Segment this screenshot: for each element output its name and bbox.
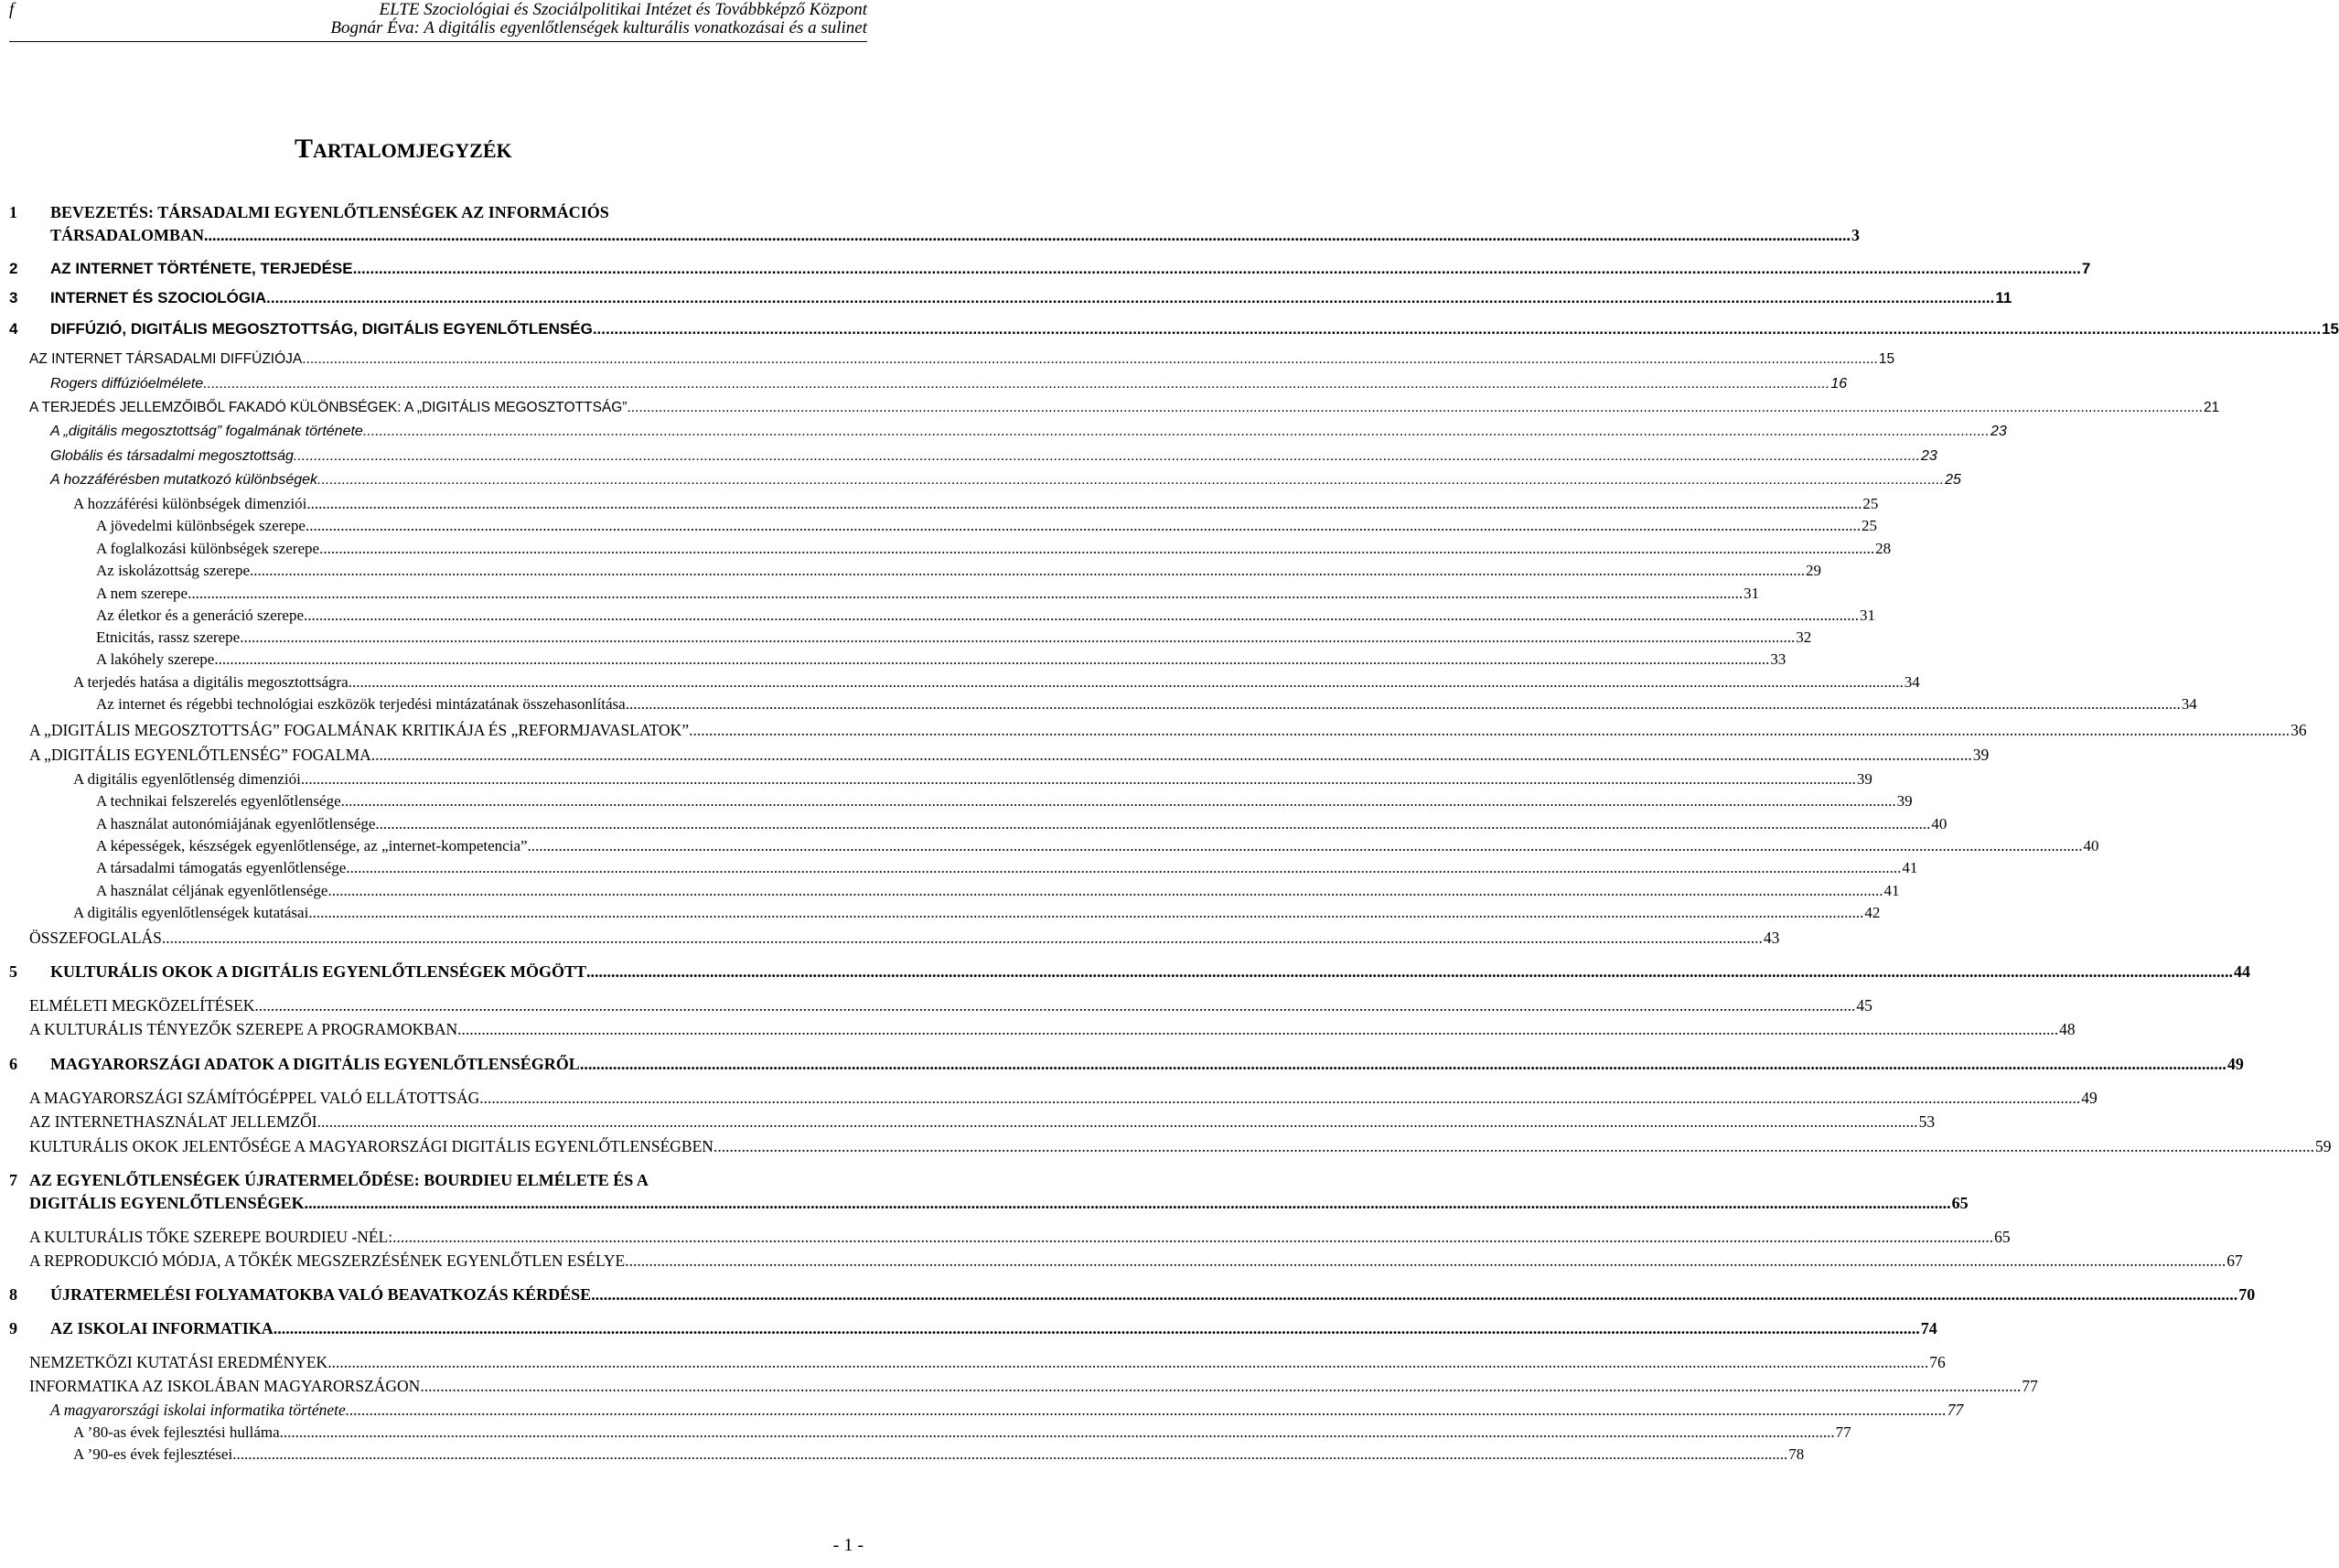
- header-mark: f: [9, 0, 15, 19]
- toc-entry-title: INFORMATIKA AZ ISKOLÁBAN MAGYARORSZÁGON: [29, 1377, 421, 1395]
- toc-entry[interactable]: [0, 1353, 1946, 1375]
- toc-entry[interactable]: [0, 962, 2250, 984]
- toc-entry-title: DIFFÚZIÓ, DIGITÁLIS MEGOSZTOTTSÁG, DIGITÁLIS EGYENLŐTLENSÉG: [50, 320, 593, 338]
- toc-entry-title: A terjedés hatása a digitális megosztottságra: [73, 673, 349, 691]
- toc-entry-title: AZ INTERNET TÖRTÉNETE, TERJEDÉSE: [50, 260, 353, 277]
- toc-entry-page: 25: [1861, 517, 1877, 534]
- toc-entry-page: 25: [1945, 472, 1961, 488]
- toc-dot-leader: ................................................................................................................................................................................................................................................................................................................................................................................................................: [392, 1228, 1994, 1246]
- toc-entry[interactable]: [0, 628, 1812, 650]
- toc-entry[interactable]: [0, 650, 1786, 672]
- toc-entry-number: 7: [9, 1171, 17, 1189]
- toc-title: TARTALOMJEGYZÉK: [295, 134, 512, 164]
- toc-dot-leader: ................................................................................................................................................................................................................................................................................................................................................................................................................: [375, 815, 1931, 832]
- toc-entry[interactable]: [0, 448, 1937, 470]
- toc-entry-title: A TERJEDÉS JELLEMZŐIBŐL FAKADÓ KÜLÖNBSÉGEK: A „DIGITÁLIS MEGOSZTOTTSÁG”: [29, 400, 628, 415]
- toc-entry[interactable]: [0, 815, 1947, 837]
- toc-entry[interactable]: [0, 1112, 1936, 1134]
- toc-entry-title: TÁRSADALOMBAN: [50, 226, 205, 244]
- toc-entry-title: A jövedelmi különbségek szerepe: [96, 517, 306, 534]
- toc-entry[interactable]: [0, 607, 1876, 628]
- toc-entry[interactable]: [0, 882, 1900, 904]
- toc-dot-leader: ................................................................................................................................................................................................................................................................................................................................................................................................................: [306, 495, 1862, 512]
- page-number: - 1 -: [832, 1535, 864, 1555]
- toc-entry[interactable]: [0, 1377, 2038, 1399]
- toc-entry[interactable]: [0, 400, 2220, 422]
- toc-dot-leader: ................................................................................................................................................................................................................................................................................................................................................................................................................: [304, 1194, 1951, 1212]
- toc-dot-leader: ................................................................................................................................................................................................................................................................................................................................................................................................................: [689, 721, 2291, 739]
- toc-entry-page: 23: [1990, 424, 2007, 439]
- toc-entry-page: 39: [1972, 746, 1990, 764]
- toc-entry-title: Etnicitás, rassz szerepe: [96, 628, 241, 646]
- toc-entry-number: 2: [9, 260, 18, 277]
- toc-entry-page: 34: [1904, 673, 1920, 691]
- toc-dot-leader: ................................................................................................................................................................................................................................................................................................................................................................................................................: [713, 1137, 2314, 1155]
- toc-entry-title: A technikai felszerelés egyenlőtlensége: [96, 792, 341, 810]
- toc-dot-leader: ................................................................................................................................................................................................................................................................................................................................................................................................................: [232, 1445, 1788, 1463]
- toc-dot-leader: ................................................................................................................................................................................................................................................................................................................................................................................................................: [327, 882, 1883, 899]
- toc-dot-leader: ................................................................................................................................................................................................................................................................................................................................................................................................................: [319, 540, 1875, 557]
- toc-entry-title: A hozzáférésben mutatkozó különbségek: [50, 472, 318, 488]
- toc-entry-page: 43: [1763, 929, 1780, 947]
- toc-dot-leader: ................................................................................................................................................................................................................................................................................................................................................................................................................: [348, 673, 1904, 691]
- toc-entry[interactable]: [0, 472, 1961, 494]
- toc-entry-page: 11: [1995, 289, 2012, 306]
- toc-dot-leader: ................................................................................................................................................................................................................................................................................................................................................................................................................: [527, 837, 2083, 854]
- toc-entry[interactable]: [0, 376, 1848, 398]
- toc-entry[interactable]: [0, 424, 2007, 446]
- toc-entry-page: 41: [1902, 859, 1918, 876]
- toc-entry[interactable]: [0, 495, 1879, 517]
- toc-entry[interactable]: [0, 770, 1872, 792]
- toc-entry-title: A lakóhely szerepe: [96, 650, 215, 668]
- toc-dot-leader: ................................................................................................................................................................................................................................................................................................................................................................................................................: [240, 628, 1796, 646]
- toc-entry[interactable]: [0, 1445, 1805, 1467]
- toc-entry-title: A hozzáférési különbségek dimenziói: [73, 495, 307, 512]
- toc-entry-title: A KULTURÁLIS TŐKE SZEREPE BOURDIEU -NÉL:: [29, 1228, 393, 1246]
- toc-entry-title: A ’80-as évek fejlesztési hulláma: [73, 1423, 280, 1441]
- toc-entry[interactable]: [0, 904, 1881, 926]
- toc-entry-title: Rogers diffúzióelmélete: [50, 376, 204, 392]
- toc-entry[interactable]: [0, 1171, 878, 1193]
- toc-entry-page: 15: [2322, 320, 2339, 338]
- toc-entry-page: 36: [2291, 721, 2307, 739]
- toc-entry-page: 33: [1770, 650, 1786, 668]
- toc-entry-page: 40: [2083, 837, 2099, 854]
- toc-entry[interactable]: [0, 1285, 2256, 1307]
- toc-dot-leader: ................................................................................................................................................................................................................................................................................................................................................................................................................: [346, 859, 1902, 876]
- toc-dot-leader: ................................................................................................................................................................................................................................................................................................................................................................................................................: [317, 472, 1945, 488]
- toc-dot-leader: ................................................................................................................................................................................................................................................................................................................................................................................................................: [591, 1285, 2238, 1304]
- toc-entry-number: 5: [9, 962, 17, 981]
- toc-dot-leader: ................................................................................................................................................................................................................................................................................................................................................................................................................: [317, 1112, 1918, 1131]
- toc-entry-page: 28: [1875, 540, 1892, 557]
- toc-entry-page: 39: [1856, 770, 1872, 788]
- toc-entry-page: 42: [1864, 904, 1881, 921]
- toc-entry[interactable]: [0, 562, 1822, 584]
- toc-dot-leader: ................................................................................................................................................................................................................................................................................................................................................................................................................: [420, 1377, 2022, 1395]
- toc-entry-page: 23: [1921, 448, 1937, 464]
- toc-dot-leader: ................................................................................................................................................................................................................................................................................................................................................................................................................: [362, 424, 1990, 439]
- toc-entry[interactable]: [0, 695, 2197, 717]
- toc-dot-leader: ................................................................................................................................................................................................................................................................................................................................................................................................................: [625, 695, 2181, 713]
- toc-dot-leader: ................................................................................................................................................................................................................................................................................................................................................................................................................: [340, 792, 1896, 810]
- toc-entry[interactable]: [0, 226, 1861, 248]
- toc-entry-page: 16: [1830, 376, 1848, 392]
- toc-dot-leader: ................................................................................................................................................................................................................................................................................................................................................................................................................: [300, 770, 1856, 788]
- toc-dot-leader: ................................................................................................................................................................................................................................................................................................................................................................................................................: [161, 929, 1763, 947]
- toc-entry[interactable]: [0, 929, 1780, 950]
- toc-entry-title: MAGYARORSZÁGI ADATOK A DIGITÁLIS EGYENLŐTLENSÉGRŐL: [50, 1055, 580, 1073]
- toc-entry-title: A nem szerepe: [96, 585, 188, 602]
- toc-entry-number: 8: [9, 1285, 17, 1304]
- toc-entry-page: 78: [1788, 1445, 1805, 1463]
- toc-dot-leader: ................................................................................................................................................................................................................................................................................................................................................................................................................: [273, 1319, 1920, 1337]
- toc-entry-title: AZ EGYENLŐTLENSÉGEK ÚJRATERMELŐDÉSE: BOURDIEU ELMÉLETE ÉS A: [29, 1171, 649, 1189]
- header-rule: [9, 41, 867, 42]
- toc-entry-title: A használat céljának egyenlőtlensége: [96, 882, 328, 899]
- toc-dot-leader: ................................................................................................................................................................................................................................................................................................................................................................................................................: [627, 400, 2204, 415]
- toc-entry-page: 49: [2226, 1055, 2244, 1073]
- toc-entry[interactable]: [0, 792, 1913, 814]
- toc-entry-title: Az életkor és a generáció szerepe: [96, 607, 305, 624]
- toc-entry[interactable]: [0, 260, 2091, 282]
- toc-entry-page: 45: [1856, 996, 1872, 1015]
- toc-dot-leader: ................................................................................................................................................................................................................................................................................................................................................................................................................: [345, 1401, 1947, 1419]
- toc-entry-title: INTERNET ÉS SZOCIOLÓGIA: [50, 289, 267, 306]
- toc-entry-title: A „digitális megosztottság” fogalmának története: [50, 424, 363, 439]
- toc-entry[interactable]: [0, 585, 1760, 607]
- toc-entry[interactable]: [0, 1423, 1851, 1445]
- toc-entry-title: A REPRODUKCIÓ MÓDJA, A TŐKÉK MEGSZERZÉSÉNEK EGYENLŐTLEN ESÉLYE: [29, 1251, 626, 1270]
- toc-entry-number: 4: [9, 320, 18, 338]
- toc-entry-title: A használat autonómiájának egyenlőtlensége: [96, 815, 376, 832]
- toc-entry[interactable]: [0, 1228, 2011, 1250]
- toc-entry-page: 76: [1929, 1353, 1946, 1371]
- toc-entry-title: A digitális egyenlőtlenségek kutatásai: [73, 904, 309, 921]
- toc-entry-title: DIGITÁLIS EGYENLŐTLENSÉGEK: [29, 1194, 305, 1212]
- toc-entry[interactable]: [0, 1194, 1969, 1216]
- toc-dot-leader: ................................................................................................................................................................................................................................................................................................................................................................................................................: [188, 585, 1744, 602]
- toc-entry-page: 77: [2022, 1377, 2038, 1395]
- toc-entry-page: 32: [1796, 628, 1812, 646]
- header-author-title: Bognár Éva: A digitális egyenlőtlenségek kulturális vonatkozásai és a sulinet: [330, 18, 867, 38]
- toc-entry[interactable]: [0, 1089, 2098, 1111]
- toc-entry-title: ELMÉLETI MEGKÖZELÍTÉSEK: [29, 996, 255, 1015]
- toc-entry[interactable]: [0, 203, 878, 225]
- page-header: [0, 0, 878, 48]
- toc-entry[interactable]: [0, 1137, 2332, 1159]
- toc-entry-title: AZ INTERNET TÁRSADALMI DIFFÚZIÓJA: [29, 351, 303, 367]
- toc-dot-leader: ................................................................................................................................................................................................................................................................................................................................................................................................................: [214, 650, 1770, 668]
- toc-dot-leader: ................................................................................................................................................................................................................................................................................................................................................................................................................: [457, 1020, 2059, 1038]
- toc-entry-page: 15: [1878, 351, 1895, 367]
- toc-entry-page: 40: [1931, 815, 1947, 832]
- toc-entry[interactable]: [0, 320, 2339, 342]
- toc-entry-title: A magyarországi iskolai informatika története: [50, 1401, 346, 1419]
- toc-entry-number: 9: [9, 1319, 17, 1337]
- toc-entry-title: Globális és társadalmi megosztottság: [50, 448, 294, 464]
- toc-entry-page: 34: [2181, 695, 2197, 713]
- toc-entry-page: 41: [1883, 882, 1900, 899]
- toc-entry[interactable]: [0, 996, 1872, 1018]
- toc-dot-leader: ................................................................................................................................................................................................................................................................................................................................................................................................................: [592, 320, 2322, 338]
- toc-dot-leader: ................................................................................................................................................................................................................................................................................................................................................................................................................: [304, 607, 1860, 624]
- toc-entry-title: NEMZETKÖZI KUTATÁSI EREDMÉNYEK: [29, 1353, 328, 1371]
- toc-entry[interactable]: [0, 289, 2012, 311]
- toc-entry-title: KULTURÁLIS OKOK A DIGITÁLIS EGYENLŐTLENSÉGEK MÖGÖTT: [50, 962, 586, 981]
- toc-entry-page: 65: [1994, 1228, 2011, 1246]
- toc-dot-leader: ................................................................................................................................................................................................................................................................................................................................................................................................................: [204, 226, 1851, 244]
- toc-entry-title: A MAGYARORSZÁGI SZÁMÍTÓGÉPPEL VALÓ ELLÁTOTTSÁG: [29, 1089, 480, 1107]
- toc-entry-page: 67: [2226, 1251, 2243, 1270]
- toc-entry-page: 21: [2204, 400, 2220, 415]
- toc-entry[interactable]: [0, 517, 1877, 539]
- toc-dot-leader: ................................................................................................................................................................................................................................................................................................................................................................................................................: [479, 1089, 2081, 1107]
- toc-entry-page: 65: [1951, 1194, 1969, 1212]
- toc-entry-page: 77: [1835, 1423, 1851, 1441]
- toc-dot-leader: ................................................................................................................................................................................................................................................................................................................................................................................................................: [579, 1055, 2226, 1073]
- toc-dot-leader: ................................................................................................................................................................................................................................................................................................................................................................................................................: [586, 962, 2233, 981]
- toc-dot-leader: ................................................................................................................................................................................................................................................................................................................................................................................................................: [254, 996, 1856, 1015]
- toc-entry-title: A képességek, készségek egyenlőtlensége, az „internet-kompetencia”: [96, 837, 528, 854]
- toc-dot-leader: ................................................................................................................................................................................................................................................................................................................................................................................................................: [308, 904, 1864, 921]
- toc-dot-leader: ................................................................................................................................................................................................................................................................................................................................................................................................................: [370, 746, 1972, 764]
- toc-entry-page: 44: [2234, 962, 2250, 981]
- toc-entry-title: ÖSSZEFOGLALÁS: [29, 929, 162, 947]
- toc-entry-title: BEVEZETÉS: TÁRSADALMI EGYENLŐTLENSÉGEK AZ INFORMÁCIÓS: [50, 203, 609, 221]
- toc-entry-page: 77: [1947, 1401, 1964, 1419]
- toc-entry-title: A KULTURÁLIS TÉNYEZŐK SZEREPE A PROGRAMOKBAN: [29, 1020, 458, 1038]
- toc-entry-page: 7: [2081, 260, 2091, 277]
- toc-entry-page: 29: [1806, 562, 1822, 579]
- toc-entry[interactable]: [0, 859, 1918, 881]
- toc-entry-page: 49: [2081, 1089, 2098, 1107]
- toc-dot-leader: ................................................................................................................................................................................................................................................................................................................................................................................................................: [203, 376, 1830, 392]
- toc-entry[interactable]: [0, 1055, 2244, 1077]
- toc-entry-title: Az internet és régebbi technológiai eszközök terjedési mintázatának összehasonlítása: [96, 695, 626, 713]
- toc-entry-page: 25: [1862, 495, 1879, 512]
- toc-entry[interactable]: [0, 721, 2307, 743]
- toc-entry-number: 1: [9, 203, 17, 221]
- toc-dot-leader: ................................................................................................................................................................................................................................................................................................................................................................................................................: [279, 1423, 1835, 1441]
- toc-entry[interactable]: [0, 351, 1895, 373]
- toc-entry-title: AZ ISKOLAI INFORMATIKA: [50, 1319, 274, 1337]
- toc-entry-title: A „DIGITÁLIS EGYENLŐTLENSÉG” FOGALMA: [29, 746, 371, 764]
- toc-entry-title: A „DIGITÁLIS MEGOSZTOTTSÁG” FOGALMÁNAK KRITIKÁJA ÉS „REFORMJAVASLATOK”: [29, 721, 690, 739]
- toc-dot-leader: ................................................................................................................................................................................................................................................................................................................................................................................................................: [625, 1251, 2226, 1270]
- toc-dot-leader: ................................................................................................................................................................................................................................................................................................................................................................................................................: [327, 1353, 1929, 1371]
- toc-entry-page: 31: [1860, 607, 1876, 624]
- toc-entry-title: Az iskolázottság szerepe: [96, 562, 251, 579]
- toc-entry-page: 39: [1896, 792, 1913, 810]
- header-institute: ELTE Szociológiai és Szociálpolitikai Intézet és Továbbképző Központ: [379, 0, 867, 19]
- toc-entry[interactable]: [0, 837, 2099, 859]
- toc-entry[interactable]: [0, 673, 1920, 695]
- toc-entry-page: 3: [1851, 226, 1861, 244]
- toc-entry[interactable]: [0, 1401, 1964, 1423]
- toc-entry-page: 48: [2059, 1020, 2076, 1038]
- toc-entry-page: 31: [1744, 585, 1760, 602]
- toc-entry-title: KULTURÁLIS OKOK JELENTŐSÉGE A MAGYARORSZÁGI DIGITÁLIS EGYENLŐTLENSÉGBEN: [29, 1137, 714, 1155]
- toc-dot-leader: ................................................................................................................................................................................................................................................................................................................................................................................................................: [302, 351, 1878, 367]
- toc-entry-title: A ’90-es évek fejlesztései: [73, 1445, 233, 1463]
- toc-entry[interactable]: [0, 1319, 1937, 1341]
- toc-entry-title: AZ INTERNETHASZNÁLAT JELLEMZŐI: [29, 1112, 317, 1131]
- toc-dot-leader: ................................................................................................................................................................................................................................................................................................................................................................................................................: [305, 517, 1861, 534]
- toc-entry-title: ÚJRATERMELÉSI FOLYAMATOKBA VALÓ BEAVATKOZÁS KÉRDÉSE: [50, 1285, 592, 1304]
- toc-entry-title: A digitális egyenlőtlenség dimenziói: [73, 770, 301, 788]
- toc-entry-page: 59: [2314, 1137, 2332, 1155]
- toc-dot-leader: ................................................................................................................................................................................................................................................................................................................................................................................................................: [266, 289, 1995, 306]
- toc-entry-number: 6: [9, 1055, 17, 1073]
- toc-dot-leader: ................................................................................................................................................................................................................................................................................................................................................................................................................: [250, 562, 1806, 579]
- toc-entry-page: 70: [2238, 1285, 2256, 1304]
- toc-entry-page: 53: [1918, 1112, 1936, 1131]
- toc-dot-leader: ................................................................................................................................................................................................................................................................................................................................................................................................................: [293, 448, 1921, 464]
- toc-entry[interactable]: [0, 540, 1892, 562]
- toc-entry-page: 74: [1920, 1319, 1937, 1337]
- toc-entry[interactable]: [0, 1251, 2243, 1273]
- toc-entry-title: A társadalmi támogatás egyenlőtlensége: [96, 859, 347, 876]
- toc-dot-leader: ................................................................................................................................................................................................................................................................................................................................................................................................................: [352, 260, 2081, 277]
- toc-entry[interactable]: [0, 1020, 2076, 1042]
- toc-entry[interactable]: [0, 746, 1990, 768]
- toc-entry-title: A foglalkozási különbségek szerepe: [96, 540, 320, 557]
- toc-entry-number: 3: [9, 289, 18, 306]
